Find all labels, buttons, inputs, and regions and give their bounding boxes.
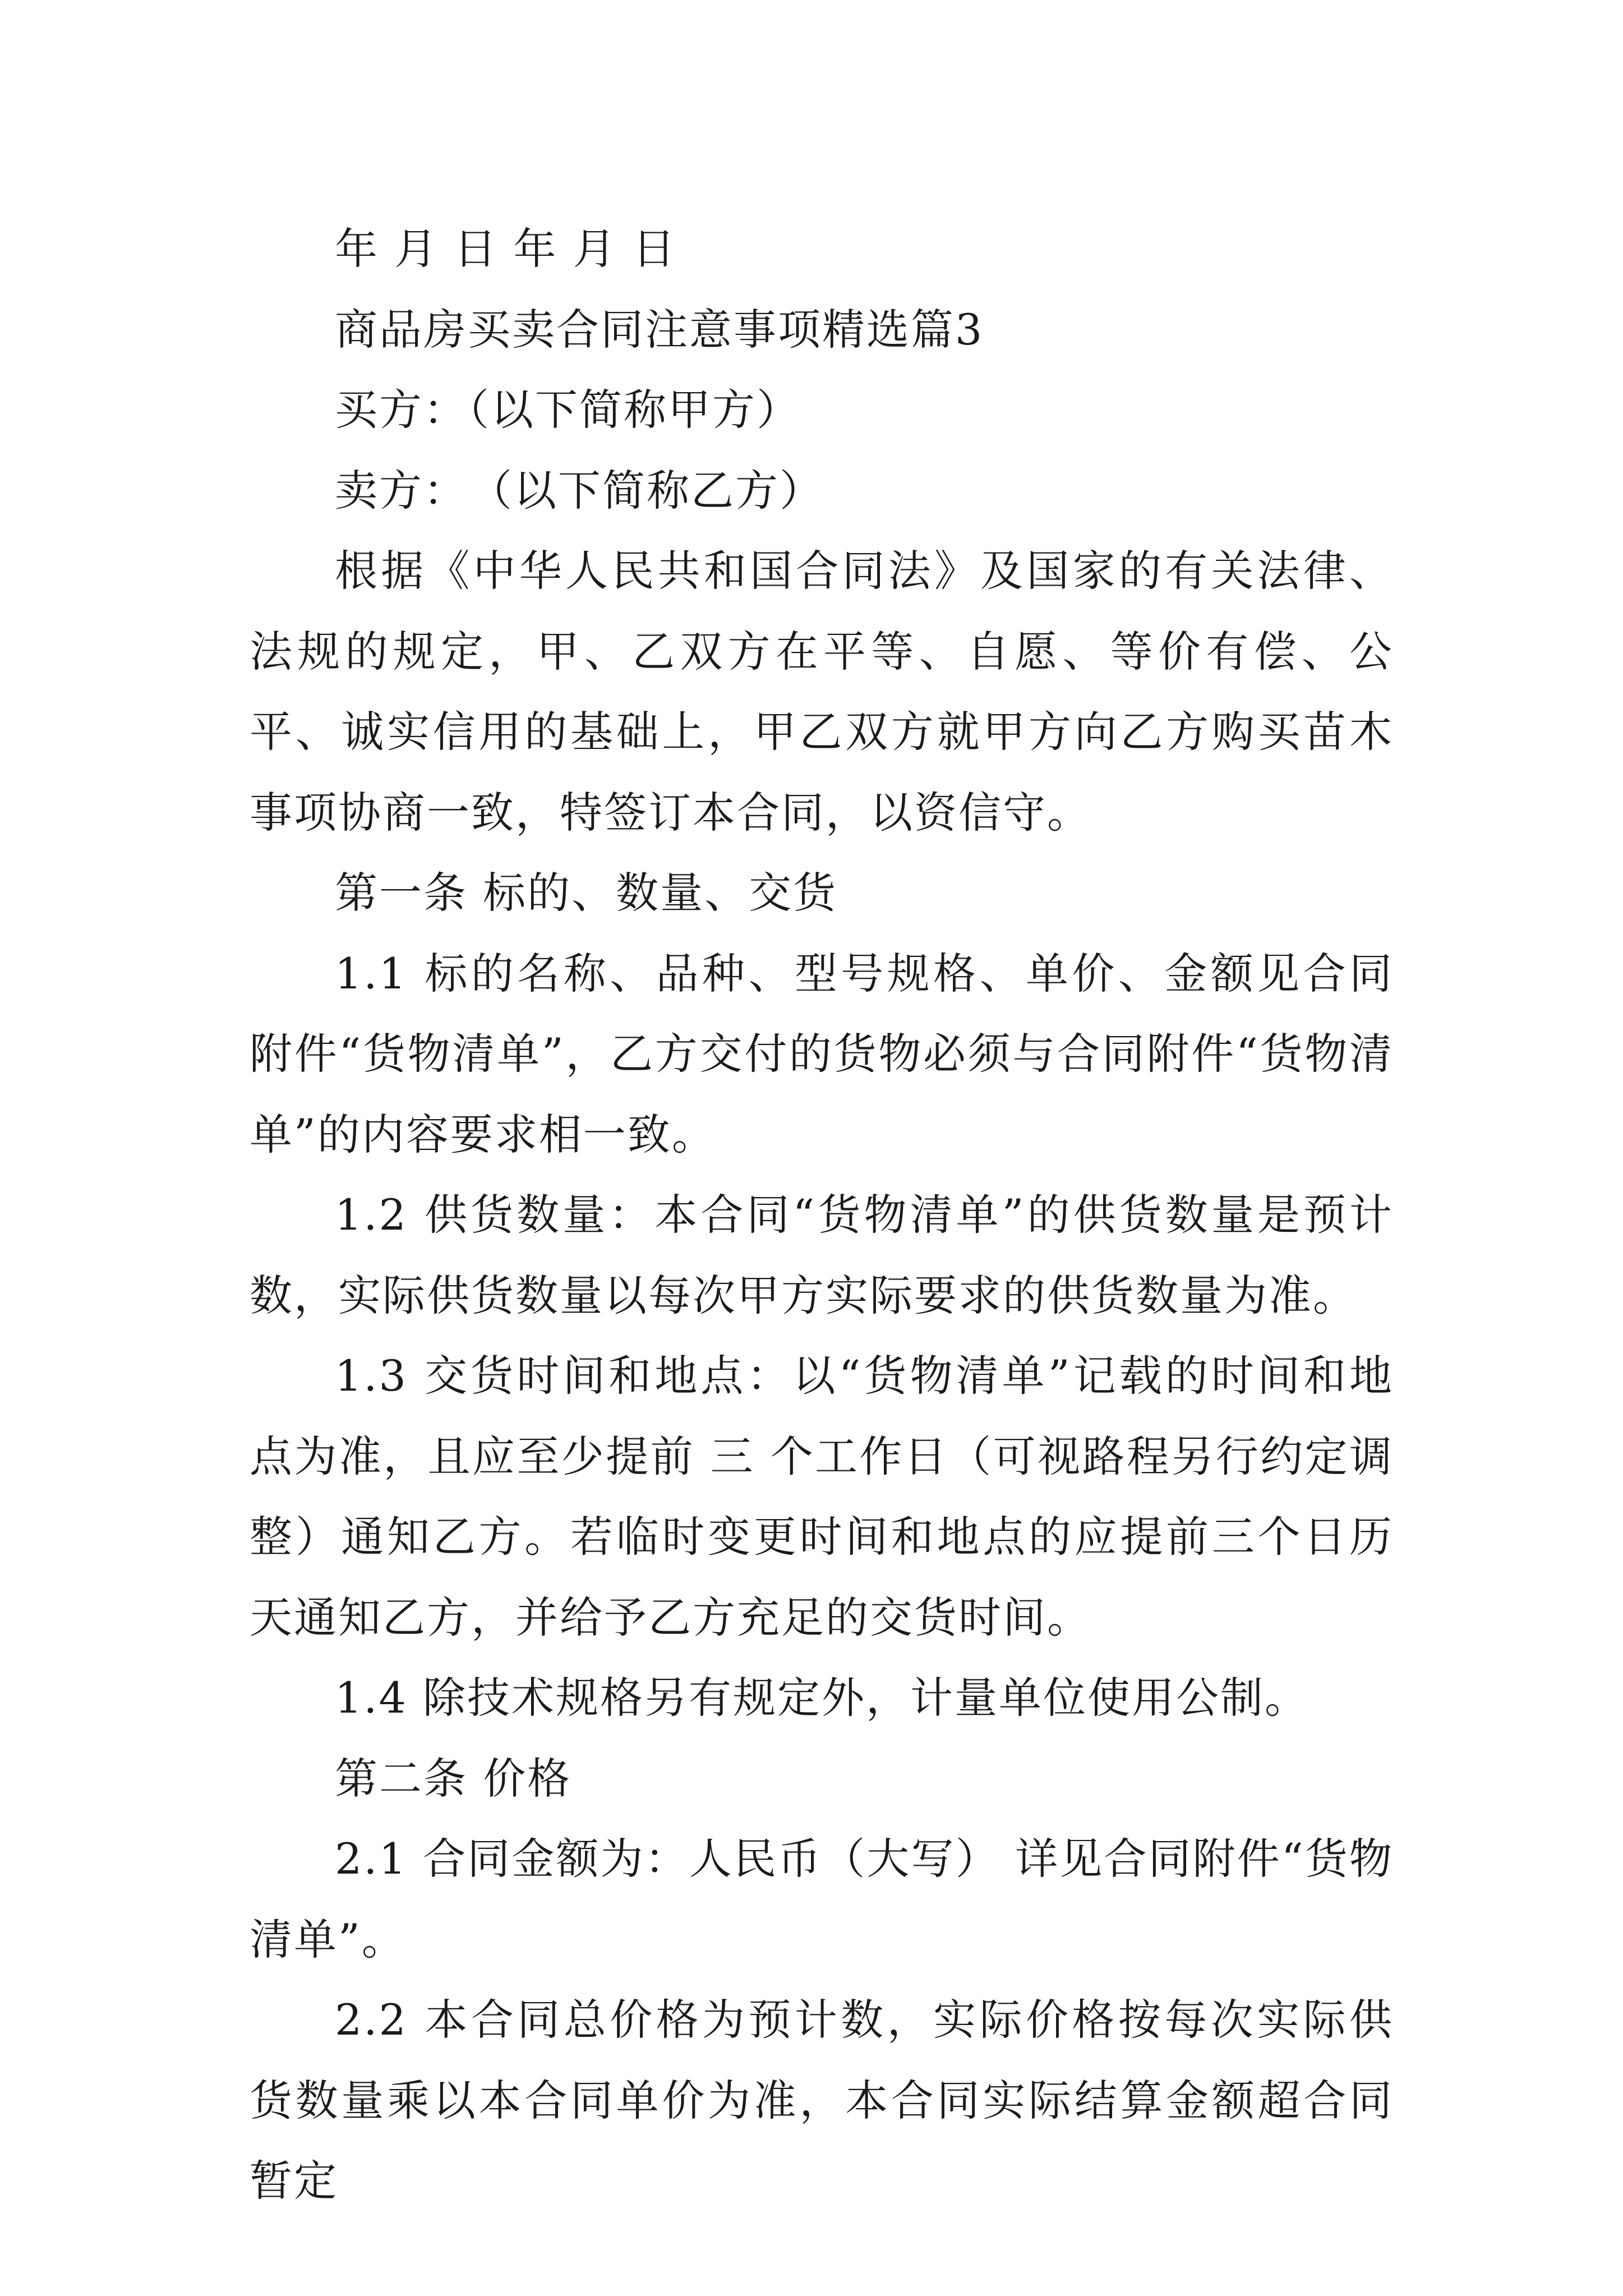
clause-2-1: 2.1 合同金额为：人民币（大写） 详见合同附件“货物清单”。 [250, 1834, 1394, 1964]
section-title: 商品房买卖合同注意事项精选篇3 [335, 304, 984, 355]
document-body [250, 209, 1394, 2221]
seller-line: 卖方： （以下简称乙方） [335, 465, 824, 516]
clause-1-4: 1.4 除技术规格另有规定外，计量单位使用公制。 [335, 1673, 1310, 1723]
article-2-heading: 第二条 价格 [335, 1753, 572, 1803]
clause-1-2: 1.2 供货数量：本合同“货物清单”的供货数量是预计数，实际供货数量以每次甲方实际要求的供货数量为准。 [250, 1190, 1394, 1320]
date-line: 年 月 日 年 月 日 [335, 224, 677, 274]
buyer-line: 买方：（以下简称甲方） [335, 385, 801, 435]
article-1-heading: 第一条 标的、数量、交货 [335, 868, 838, 918]
clause-2-2: 2.2 本合同总价格为预计数，实际价格按每次实际供货数量乘以本合同单价为准，本合同实际结算金额超合同暂定 [250, 1995, 1394, 2206]
clause-1-1: 1.1 标的名称、品种、型号规格、单价、金额见合同附件“货物清单”，乙方交付的货物必须与合同附件“货物清单”的内容要求相一致。 [250, 948, 1394, 1159]
preamble-paragraph: 根据《中华人民共和国合同法》及国家的有关法律、法规的规定，甲、乙双方在平等、自愿、等价有偿、公平、诚实信用的基础上，甲乙双方就甲方向乙方购买苗木事项协商一致，特签订本合同，以资信守。 [250, 546, 1394, 838]
clause-1-3: 1.3 交货时间和地点：以“货物清单”记载的时间和地点为准，且应至少提前 三 个工作日（可视路程另行约定调整）通知乙方。若临时变更时间和地点的应提前三个日历天通知乙方，并给予乙方充足的交货时间。 [250, 1351, 1394, 1642]
